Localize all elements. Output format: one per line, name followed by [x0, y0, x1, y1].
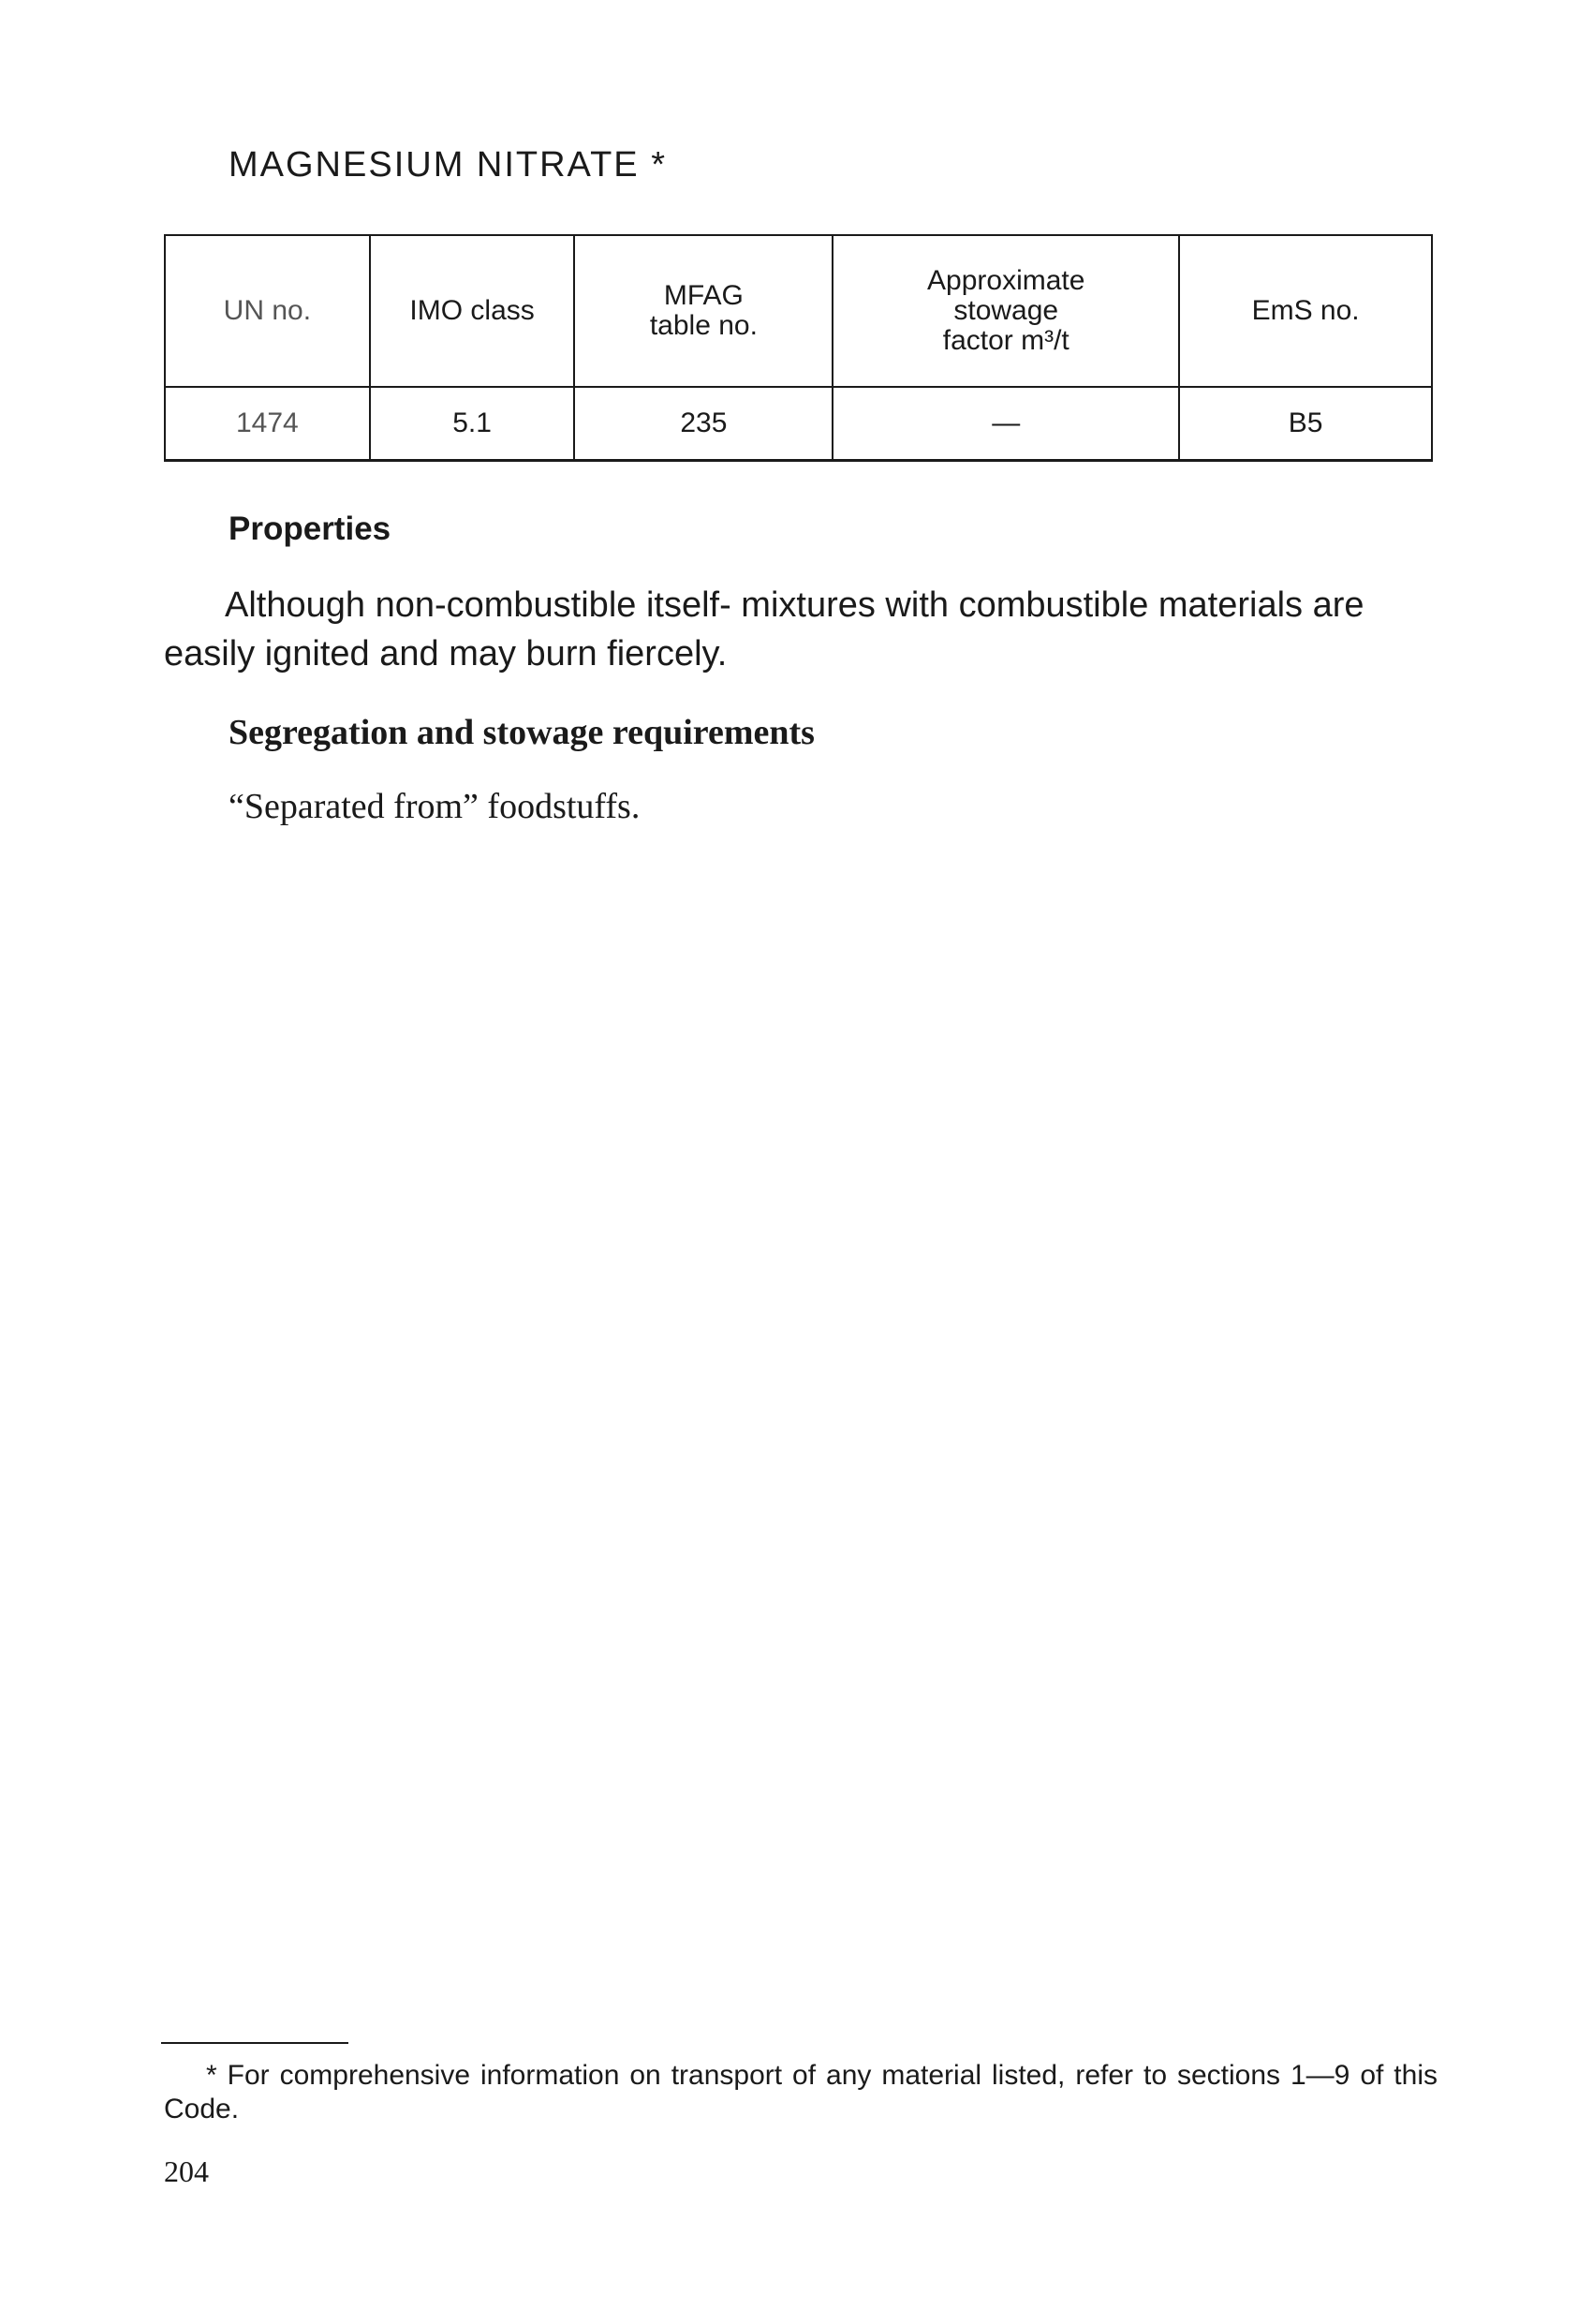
header-mfag-line2: table no. [649, 310, 758, 341]
segregation-heading: Segregation and stowage requirements [229, 713, 815, 752]
properties-heading: Properties [229, 511, 391, 547]
cell-stowage: — [833, 387, 1179, 461]
page-title: MAGNESIUM NITRATE * [229, 145, 667, 185]
header-mfag-line1: MFAG [663, 280, 744, 311]
header-mfag [574, 235, 833, 387]
table-header-row [165, 235, 1432, 387]
footnote-divider [161, 2042, 348, 2044]
cell-ems: B5 [1179, 387, 1432, 461]
header-stowage-line3: factor m³/t [942, 325, 1069, 356]
header-ems-no: EmS no. [1179, 235, 1432, 387]
substance-data-table [164, 234, 1433, 462]
properties-text: Although non-combustible itself- mixtures with combustible materials are easily ignited and may burn fiercely. [164, 585, 1364, 674]
header-stowage-line2: stowage [953, 295, 1059, 326]
header-un-no: UN no. [165, 235, 370, 387]
cell-mfag: 235 [574, 387, 833, 461]
table-row [165, 387, 1432, 461]
segregation-text: “Separated from” foodstuffs. [229, 787, 641, 826]
cell-imo-class: 5.1 [370, 387, 575, 461]
header-imo-class: IMO class [370, 235, 575, 387]
header-stowage-factor [833, 235, 1179, 387]
footnote: * For comprehensive information on transport of any material listed, refer to sections 1—9 of this Code. [164, 2060, 1438, 2124]
page-number: 204 [164, 2154, 209, 2188]
cell-un-no: 1474 [165, 387, 370, 461]
header-stowage-line1: Approximate [927, 265, 1085, 296]
